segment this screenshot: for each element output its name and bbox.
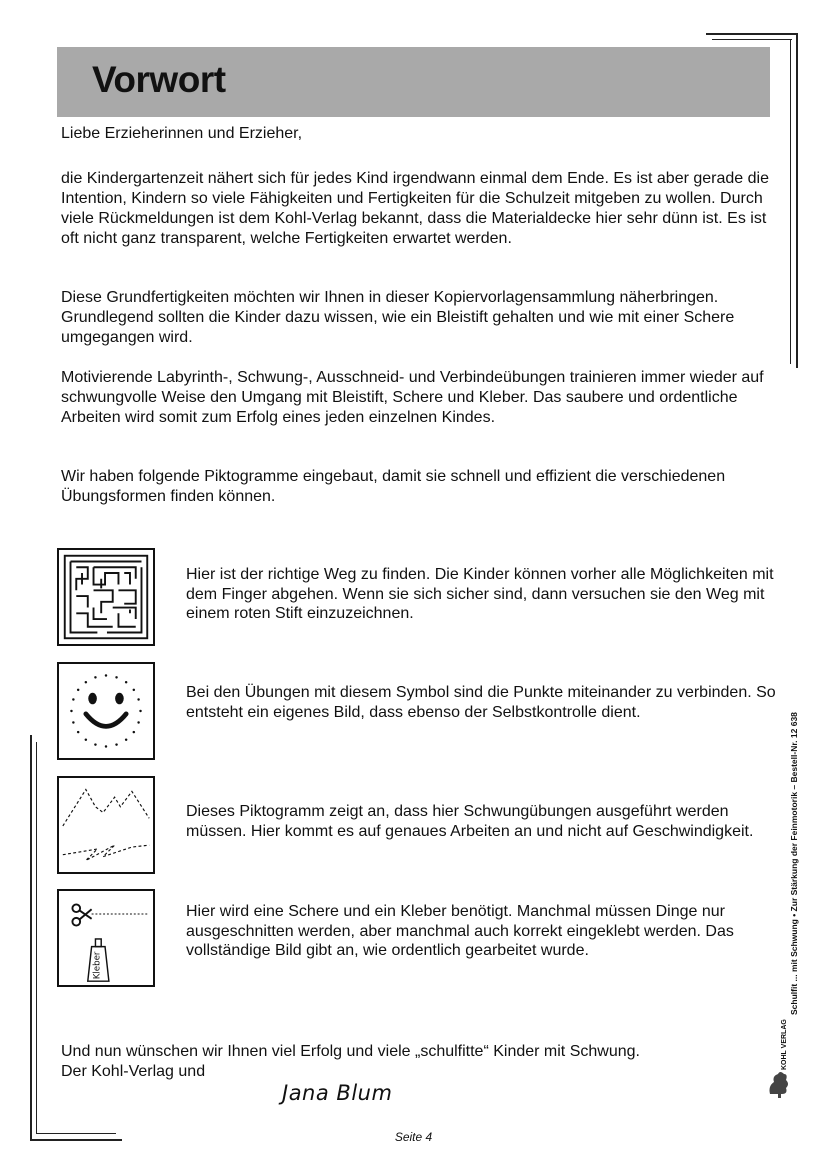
frame-left-vertical-inner xyxy=(36,742,37,1134)
dashed-swing-lines-icon xyxy=(57,776,155,874)
salutation: Liebe Erzieherinnen und Erzieher, xyxy=(61,125,303,142)
scissors-glue-icon xyxy=(57,889,155,987)
maze-icon xyxy=(57,548,155,646)
paragraph-pictograms: Wir haben folgende Piktogramme eingebaut, damit sie schnell und effizient die verschiedenen Übungsformen finden können. xyxy=(61,468,726,505)
dotted-smiley-icon xyxy=(57,662,155,760)
scissors-description: Hier wird eine Schere und ein Kleber benötigt. Manchmal müssen Dinge nur ausgeschnitten werden, aber manchmal auch korrekt eingeklebt werden. Das vollständige Bild gibt an, wie ordentlich gearbeitet wurde. xyxy=(186,903,734,959)
glue-label: Kleber xyxy=(92,951,103,980)
title-bar xyxy=(57,47,770,117)
smiley-description: Bei den Übungen mit diesem Symbol sind die Punkte miteinander zu verbinden. So entsteht ein eigenes Bild, dass ebenso der Selbstkontrolle dient. xyxy=(186,684,776,721)
maze-description: Hier ist der richtige Weg zu finden. Die Kinder können vorher alle Möglichkeiten mit dem Finger abgehen. Wenn sie sich sicher sind, dann versuchen sie den Weg mit einem roten Stift einzuzeichnen. xyxy=(186,566,774,622)
publisher-logo-icon xyxy=(766,1030,794,1100)
frame-top-right-line-inner xyxy=(712,39,792,40)
frame-left-vertical xyxy=(30,735,32,1140)
frame-right-vertical-inner xyxy=(790,39,791,364)
publisher-logo-text: KOHL VERLAG xyxy=(781,1019,788,1070)
side-publication-info: Schulfit ... mit Schwung • Zur Stärkung der Feinmotorik – Bestell-Nr. 12 638 xyxy=(789,712,799,1015)
closing-line-2: Der Kohl-Verlag und xyxy=(61,1063,206,1080)
swing-description: Dieses Piktogramm zeigt an, dass hier Schwungübungen ausgeführt werden müssen. Hier kommt es auf genaues Arbeiten an und nicht auf Geschwindigkeit. xyxy=(186,803,754,840)
paragraph-exercises: Motivierende Labyrinth-, Schwung-, Ausschneid- und Verbindeübungen trainieren immer wieder auf schwungvolle Weise den Umgang mit Bleistift, Schere und Kleber. Das saubere und ordentliche Arbeiten wird somit zum Erfolg eines jeden einzelnen Kindes. xyxy=(61,369,764,426)
signature: Jana Blum xyxy=(282,1081,393,1105)
paragraph-basics: Diese Grundfertigkeiten möchten wir Ihnen in dieser Kopiervorlagensammlung näherbringen. Grundlegend sollten die Kinder dazu wissen, wie ein Bleistift gehalten und wie mit einer Schere umgegangen wird. xyxy=(61,289,735,346)
closing-line-1: Und nun wünschen wir Ihnen viel Erfolg und viele „schulfitte“ Kinder mit Schwung. xyxy=(61,1043,640,1060)
page-title: Vorwort xyxy=(92,59,226,100)
paragraph-intro: die Kindergartenzeit nähert sich für jedes Kind irgendwann einmal dem Ende. Es ist aber gerade die Intention, Kindern so viele Fähigkeiten und Fertigkeiten für die Schulzeit mitgeben zu wollen. Durch viele Rückmeldungen ist dem Kohl-Verlag bekannt, dass die Materialdecke hier sehr dünn ist. Es ist oft nicht ganz transparent, welche Fertigkeiten erwartet werden. xyxy=(61,170,769,247)
frame-top-right-line xyxy=(706,33,798,35)
frame-right-vertical xyxy=(796,33,798,368)
page-number: Seite 4 xyxy=(394,1130,433,1144)
